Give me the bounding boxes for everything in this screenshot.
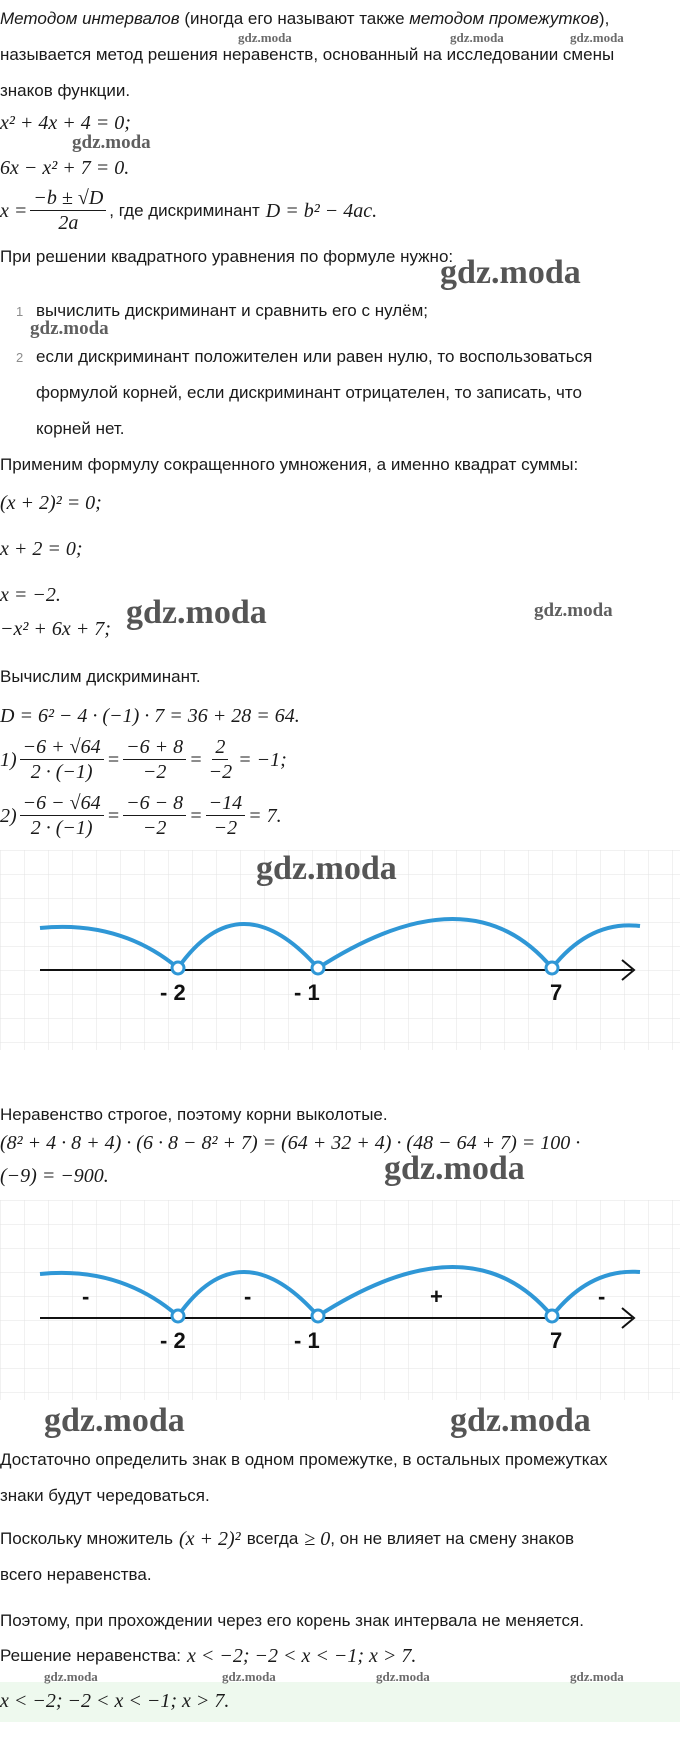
formula-denominator: 2a (58, 212, 79, 234)
mult-ineq: ≥ 0 (304, 1528, 331, 1550)
intro-text-1: (иногда его называют также (179, 9, 410, 28)
eq-sign: = (189, 804, 203, 827)
step-2-line-2: формулой корней, если дискриминант отрицателен, то записать, что (36, 383, 582, 402)
label-minus-1: - 1 (294, 1328, 320, 1353)
point-minus-2 (172, 1310, 184, 1322)
intro-line-3: знаков функции. (0, 81, 131, 100)
root-2-n1: −6 − √64 (20, 791, 104, 816)
formula-fraction (30, 186, 106, 235)
point-7 (546, 962, 558, 974)
interval-diagram-2 (0, 1200, 680, 1400)
square-eq-3: x = −2. (0, 584, 61, 606)
watermark: gdz.moda (72, 132, 151, 153)
watermark: gdz.moda (384, 1150, 525, 1187)
intro-line-2: называется метод решения неравенств, основанный на исследовании смены (0, 45, 615, 64)
watermark: gdz.moda (256, 850, 397, 887)
root-1 (0, 735, 287, 784)
check-line-1: (8² + 4 · 8 + 4) · (6 · 8 − 8² + 7) = (64 + 32 + 4) · (48 − 64 + 7) = 100 · (0, 1132, 581, 1154)
root-2-d2: −2 (142, 817, 167, 839)
root-2-label: 2) (0, 804, 17, 827)
strict-text: Неравенство строгое, поэтому корни выколотые. (0, 1105, 388, 1124)
watermark: gdz.moda (44, 1669, 98, 1684)
mult-text-line-1 (0, 1526, 574, 1552)
equation-1: x² + 4x + 4 = 0; (0, 112, 131, 134)
root-2-n2: −6 − 8 (123, 791, 186, 816)
check-line-2: (−9) = −900. (0, 1165, 109, 1187)
mult-text-3: , он не влияет на смену знаков (330, 1529, 575, 1548)
solution-line (0, 1643, 416, 1669)
alt-text-line-2: знаки будут чередоваться. (0, 1486, 210, 1505)
root-1-n2: −6 + 8 (123, 735, 186, 760)
sign-interval-1: - (82, 1284, 90, 1309)
label-7: 7 (550, 980, 563, 1005)
watermark: gdz.moda (222, 1669, 276, 1684)
point-minus-1 (312, 962, 324, 974)
root-text: Поэтому, при прохождении через его корень знак интервала не меняется. (0, 1611, 584, 1630)
term-interval-method: Методом интервалов (0, 9, 180, 28)
watermark: gdz.moda (238, 30, 292, 45)
intro-text-2: ), (598, 9, 610, 28)
root-1-label: 1) (0, 748, 17, 771)
equation-2: 6x − x² + 7 = 0. (0, 157, 130, 179)
watermark: gdz.moda (44, 1402, 185, 1439)
step-1-text: вычислить дискриминант и сравнить его с нулём; (36, 301, 429, 320)
watermark: gdz.moda (30, 318, 109, 339)
root-2 (0, 791, 282, 840)
label-minus-1: - 1 (294, 980, 320, 1005)
disc-intro: Вычислим дискриминант. (0, 667, 201, 686)
square-eq-2: x + 2 = 0; (0, 538, 83, 560)
root-1-n1: −6 + √64 (20, 735, 104, 760)
watermark: gdz.moda (570, 30, 624, 45)
discriminant-formula: D = b² − 4ac. (265, 199, 378, 222)
root-1-d2: −2 (142, 761, 167, 783)
root-1-d3: −2 (208, 761, 233, 783)
mult-text-2: всегда (246, 1529, 299, 1548)
steps-intro: При решении квадратного уравнения по формуле нужно: (0, 247, 454, 266)
label-minus-2: - 2 (160, 980, 186, 1005)
root-2-result: = 7. (248, 804, 282, 827)
alt-text-line-1: Достаточно определить знак в одном промежутке, в остальных промежутках (0, 1450, 608, 1469)
mult-expr: (x + 2)² (178, 1528, 241, 1550)
root-1-n3: 2 (212, 735, 228, 760)
point-minus-1 (312, 1310, 324, 1322)
point-minus-2 (172, 962, 184, 974)
square-intro: Применим формулу сокращенного умножения, а именно квадрат суммы: (0, 455, 579, 474)
solution-expr: x < −2; −2 < x < −1; x > 7. (186, 1645, 417, 1667)
label-minus-2: - 2 (160, 1328, 186, 1353)
formula-numerator: −b ± √D (30, 186, 106, 211)
root-2-d3: −2 (213, 817, 238, 839)
root-1-d1: 2 · (−1) (30, 761, 93, 783)
formula-lhs: x = (0, 199, 28, 222)
watermark: gdz.moda (534, 600, 613, 621)
final-answer: x < −2; −2 < x < −1; x > 7. (0, 1690, 230, 1712)
sign-interval-3: + (430, 1284, 443, 1309)
root-2-frac-1 (20, 791, 104, 840)
watermark: gdz.moda (440, 254, 581, 291)
root-1-frac-3 (206, 735, 236, 784)
eq-sign: = (106, 804, 121, 827)
watermark: gdz.moda (376, 1669, 430, 1684)
root-1-result: = −1; (238, 748, 287, 771)
eq-sign: = (189, 748, 203, 771)
step-2-line-3: корней нет. (36, 419, 125, 438)
grid-background (0, 1200, 680, 1400)
term-gap-method: методом промежутков (409, 9, 599, 28)
root-2-d1: 2 · (−1) (30, 817, 93, 839)
label-7: 7 (550, 1328, 563, 1353)
formula-text: , где дискриминант (109, 200, 260, 220)
disc-calc: D = 6² − 4 · (−1) · 7 = 36 + 28 = 64. (0, 705, 300, 727)
watermark: gdz.moda (126, 594, 267, 631)
intro-line-1 (0, 8, 609, 30)
quadratic-formula (0, 186, 377, 235)
sign-interval-4: - (598, 1284, 606, 1309)
point-7 (546, 1310, 558, 1322)
step-2-number: 2 (16, 350, 24, 365)
square-eq-4: −x² + 6x + 7; (0, 618, 111, 640)
step-2-line-1: если дискриминант положителен или равен нулю, то воспользоваться (36, 347, 593, 366)
mult-text-line-2: всего неравенства. (0, 1565, 152, 1584)
square-eq-1: (x + 2)² = 0; (0, 492, 102, 514)
mult-text-1: Поскольку множитель (0, 1529, 173, 1548)
watermark: gdz.moda (450, 30, 504, 45)
sign-interval-2: - (244, 1284, 252, 1309)
watermark: gdz.moda (450, 1402, 591, 1439)
root-2-frac-3 (206, 791, 246, 840)
watermark: gdz.moda (570, 1669, 624, 1684)
root-1-frac-1 (20, 735, 104, 784)
root-2-n3: −14 (206, 791, 246, 816)
step-1-number: 1 (16, 304, 24, 319)
root-1-frac-2 (123, 735, 186, 784)
root-2-frac-2 (123, 791, 186, 840)
eq-sign: = (106, 748, 121, 771)
solution-label: Решение неравенства: (0, 1646, 181, 1665)
